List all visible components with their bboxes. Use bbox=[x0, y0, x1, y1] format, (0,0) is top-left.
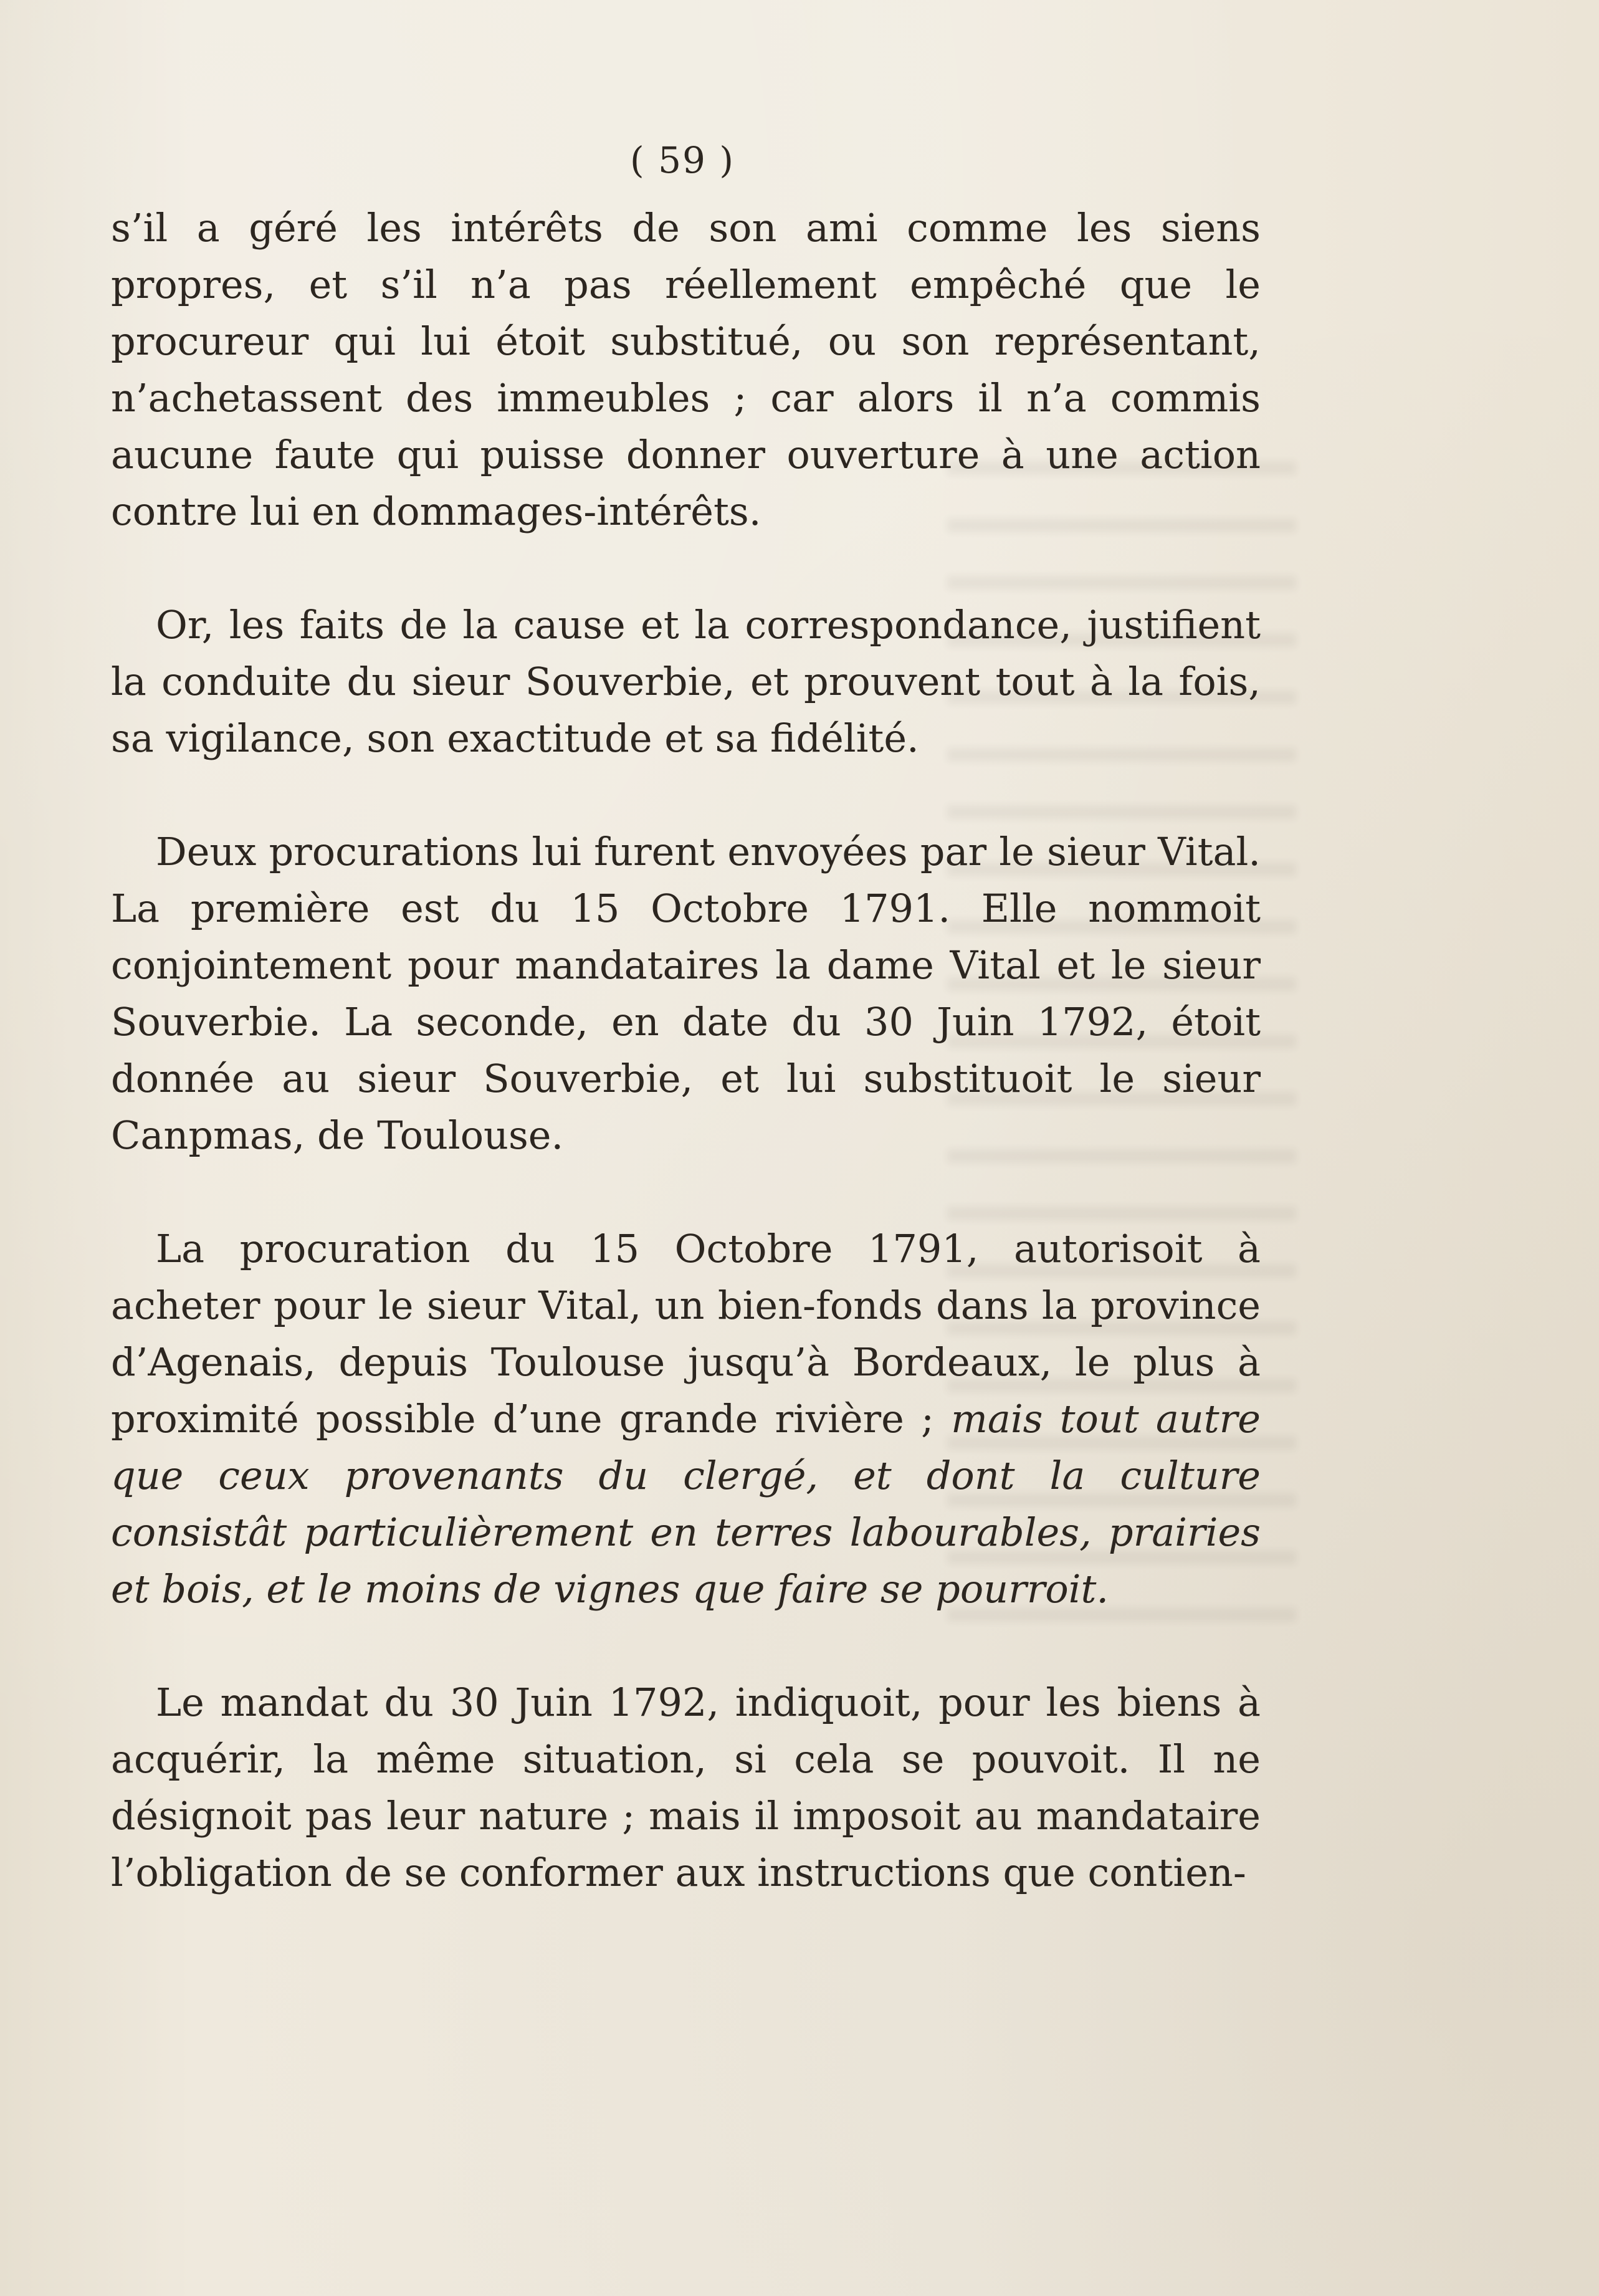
paragraph-4-roman: La procuration du 15 Octobre 1791, autorisoit à acheter pour le sieur Vital, un bien-fonds dans la province d’Agenais, depuis Toulouse jusqu’à Bordeaux, le plus à proximité possible d’une grande rivière ; bbox=[111, 1226, 1261, 1442]
body-text bbox=[111, 199, 1261, 1901]
paragraph-2: Or, les faits de la cause et la correspondance, justifient la conduite du sieur Souverbie, et prouvent tout à la fois, sa vigilance, son exactitude et sa fidélité. bbox=[111, 602, 1261, 761]
paragraph-4-italic: mais tout autre que ceux provenants du clergé, et dont la culture consistât particulièrement en terres labourables, prairies et bois, et le moins de vignes que faire se pourroit. bbox=[111, 1396, 1261, 1612]
paragraph-1: s’il a géré les intérêts de son ami comme les siens propres, et s’il n’a pas réellement empêché que le procureur qui lui étoit substitué, ou son représentant, n’achetassent des immeubles ; car alors il n’a commis aucune faute qui puisse donner ouverture à une action contre lui en dommages-intérêts. bbox=[111, 205, 1261, 534]
paragraph-4 bbox=[111, 1220, 1261, 1617]
paragraph-5: Le mandat du 30 Juin 1792, indiquoit, pour les biens à acquérir, la même situation, si cela se pouvoit. Il ne désignoit pas leur nature ; mais il imposoit au mandataire l’obligation de se conformer aux instructions que contien- bbox=[111, 1680, 1261, 1895]
paragraph-3: Deux procurations lui furent envoyées par le sieur Vital. La première est du 15 Octobre 1791. Elle nommoit conjointement pour mandataires la dame Vital et le sieur Souverbie. La seconde, en date du 30 Juin 1792, étoit donnée au sieur Souverbie, et lui substituoit le sieur Canpmas, de Toulouse. bbox=[111, 829, 1261, 1158]
page-number: ( 59 ) bbox=[630, 139, 735, 181]
